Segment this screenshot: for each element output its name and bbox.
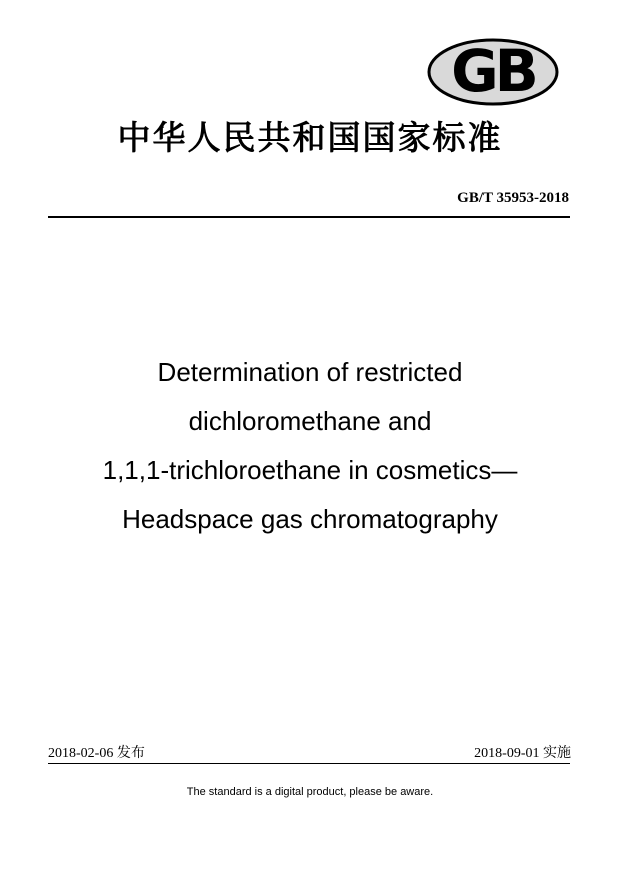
digital-notice: The standard is a digital product, please be aware. [186,786,434,798]
gb-logo [426,36,560,108]
title-line: Determination of restricted [157,357,463,387]
title-line: Headspace gas chromatography [122,504,498,534]
svg-text:GB: GB [451,37,535,105]
title-line: 1,1,1-trichloroethane in cosmetics— [102,455,518,485]
org-title: 中华人民共和国国家标准 [117,118,503,157]
issue-date: 2018-02-06 发布 [48,746,145,761]
title-line: dichloromethane and [188,406,432,436]
header-divider [48,216,570,218]
effective-date: 2018-09-01 实施 [474,746,571,761]
standard-number: GB/T 35953-2018 [457,190,569,206]
footer-divider [48,763,570,764]
